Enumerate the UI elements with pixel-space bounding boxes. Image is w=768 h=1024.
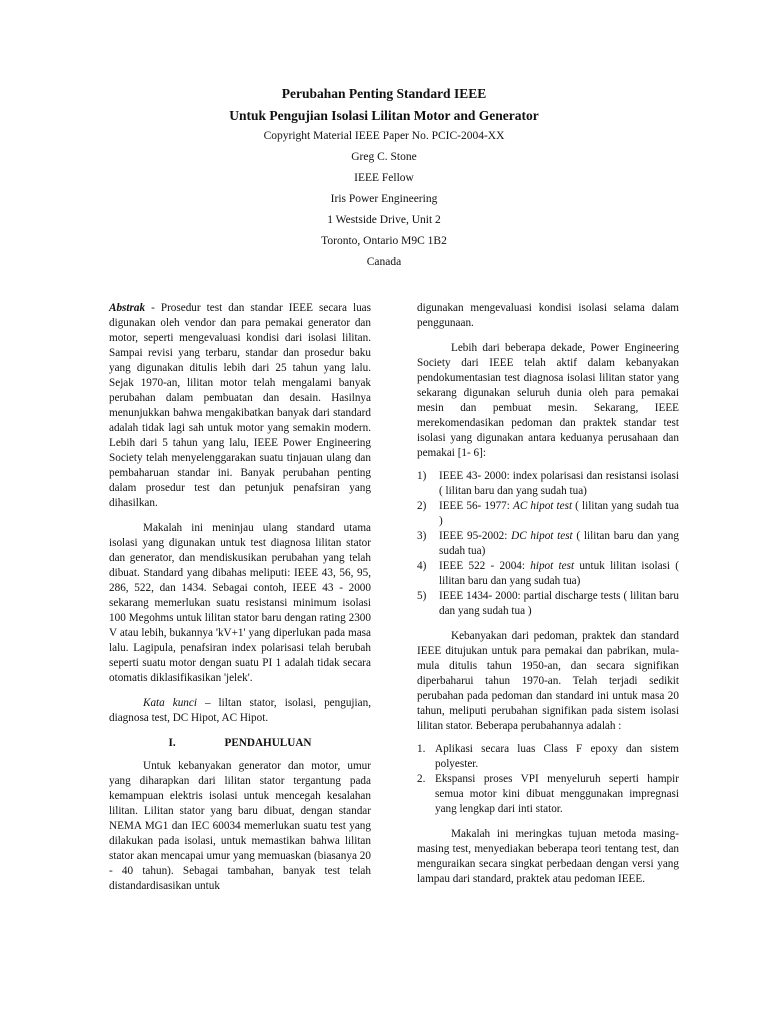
copyright-line: Copyright Material IEEE Paper No. PCIC-2004-XX (263, 130, 505, 142)
paper-title: Perubahan Penting Standard IEEE (281, 86, 487, 101)
address-country: Canada (366, 256, 402, 268)
introduction-paragraph: Untuk kebanyakan generator dan motor, umur yang diharapkan dari lilitan stator tergantung pada kemampuan elektris isolasi untuk mencegah kesalahan lilitan. Lilitan stator yang baru dibuat, dengan standar NEMA MG1 dan IEC 60034 memerlukan suatu test yang dilakukan pada isolasi, untuk memastikan bahwa lilitan stator akan mencapai umur yang memuaskan (biasanya 20 - 40 tahun). Sebagai tambahan, banyak test telah distandardisasikan untuk (109, 760, 371, 892)
list-item: 1. Aplikasi secara luas Class F epoxy dan sistem polyester. (417, 743, 679, 770)
list-item: 5) IEEE 1434- 2000: partial discharge tests ( lilitan baru dan yang sudah tua ) (417, 590, 679, 617)
list-item: 4) IEEE 522 - 2004: hipot test untuk lilitan isolasi ( lilitan baru dan yang sudah tua) (417, 560, 679, 587)
paper-subtitle: Untuk Pengujian Isolasi Lilitan Motor and Generator (229, 108, 539, 123)
keywords-paragraph (109, 696, 371, 726)
history-paragraph: Kebanyakan dari pedoman, praktek dan standard IEEE ditujukan untuk para pemakai dan pabrikan, mula-mula ditulis tahun 1950-an, dan secara signifikan diperbaharui tahun 1970-an. Telah terjadi sedikit perubahan pada pedoman dan standard ini untuk masa 20 tahun, meliputi perubahan signifikan pada sistem isolasi lilitan stator. Beberapa perubahannya adalah : (417, 630, 679, 732)
abstract-label: Abstrak (109, 302, 146, 314)
author-affiliation: Iris Power Engineering (330, 193, 438, 205)
continuation-paragraph: digunakan mengevaluasi kondisi isolasi selama dalam penggunaan. (417, 302, 679, 329)
abstract-text: - Prosedur test dan standar IEEE secara luas digunakan oleh vendor dan para pemakai generator dan motor, seperti mengevaluasi kondisi dari isolasi lilitan. Sampai revisi yang terbaru, standar dan prosedur baku yang digunakan ditulis lebih dari 25 tahun yang lalu. Sejak 1970-an, lilitan motor telah mengalami banyak perubahan dalam pembuatan dan desain. Hasilnya menunjukkan bahwa mengakibatkan banyak dari standard adalah tidak lagi sah untuk motor yang semakin modern. Lebih dari 5 tahun yang lalu, IEEE Power Engineering Society telah menyelenggarakan suatu tinjauan ulang dan pembaharuan standar ini. Banyak perubahan penting dalam prosedur test dan petunjuk penafsiran yang dihasilkan. (109, 302, 371, 509)
right-column (417, 301, 679, 887)
list-item: 2) IEEE 56- 1977: AC hipot test ( lilitan yang sudah tua ) (417, 500, 679, 527)
section-heading (109, 736, 371, 751)
keywords-label: Kata kunci (143, 697, 197, 709)
author-role: IEEE Fellow (354, 172, 414, 184)
changes-list (417, 742, 679, 817)
list-item: 2. Ekspansi proses VPI menyeluruh seperti hampir semua motor kini dibuat menggunakan impregnasi yang lengkap dari inti stator. (417, 773, 679, 815)
abstract-paragraph (109, 301, 371, 511)
left-column (109, 301, 371, 894)
list-item: 3) IEEE 95-2002: DC hipot test ( lilitan baru dan yang sudah tua) (417, 530, 679, 557)
section-number: I. (168, 737, 176, 749)
section-title: PENDAHULUAN (224, 737, 312, 749)
keywords-text: – liltan stator, isolasi, pengujian, diagnosa test, DC Hipot, AC Hipot. (109, 697, 371, 724)
scope-paragraph: Makalah ini meringkas tujuan metoda masing-masing test, menyediakan beberapa teori tentang test, dan menguraikan secara singkat perbedaan dengan versi yang lampau dari standard, praktek atau pedoman IEEE. (417, 828, 679, 885)
author-name: Greg C. Stone (351, 151, 417, 163)
address-line-2: Toronto, Ontario M9C 1B2 (321, 235, 447, 247)
list-item: 1) IEEE 43- 2000: index polarisasi dan resistansi isolasi ( lilitan baru dan yang sudah tua) (417, 470, 679, 497)
summary-paragraph: Makalah ini meninjau ulang standard utama isolasi yang digunakan untuk test diagnosa lilitan stator dan generator, dan mendiskusikan perubahan yang telah dibuat. Standard yang dibahas meliputi: IEEE 43, 56, 95, 286, 522, dan 1434. Sebagai contoh, IEEE 43 - 2000 sekarang memerlukan suatu resistansi minimum isolasi 100 Megohms untuk lilitan stator baru dengan rating 2300 V atau lebih, bukannya 'kV+1' yang diperlukan pada masa lalu. Lagipula, penafsiran index polarisasi telah berubah seperti suatu motor dengan suatu PI 1 adalah tidak secara otomatis diklasifikasikan 'jelek'. (109, 522, 371, 684)
paper-header (0, 84, 768, 273)
address-line-1: 1 Westside Drive, Unit 2 (327, 214, 441, 226)
standards-list (417, 469, 679, 619)
pes-paragraph: Lebih dari beberapa dekade, Power Engineering Society dari IEEE telah aktif dalam kebanyakan pendokumentasian test diagnosa isolasi lilitan stator yang sekarang digunakan seluruh dunia oleh para pemakai mesin dan pembuat mesin. Sekarang, IEEE merekomendasikan pedoman dan praktek standar test isolasi yang digunakan antara keduanya perusahaan dan pemakai [1- 6]: (417, 342, 679, 459)
